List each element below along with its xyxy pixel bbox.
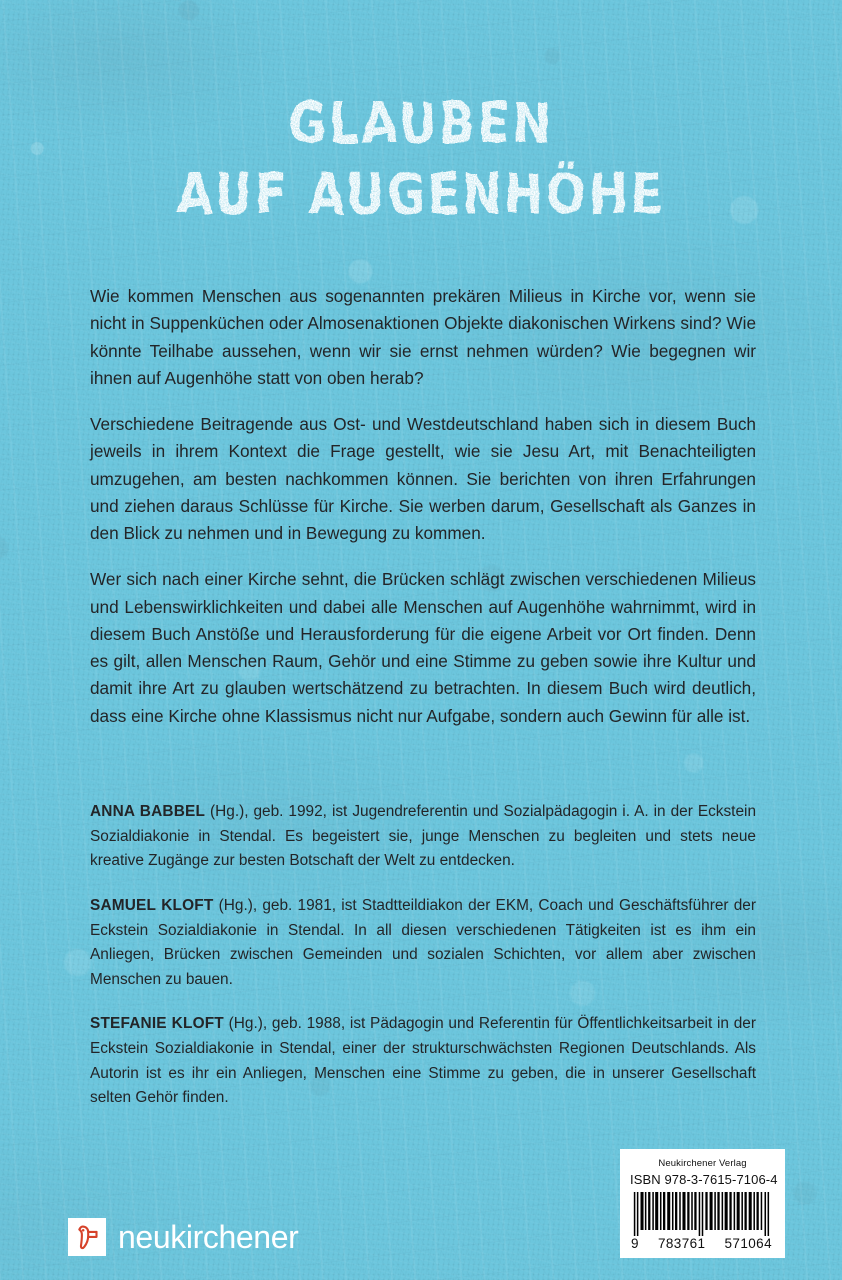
author-bio-text: (Hg.), geb. 1981, ist Stadtteildiakon der EKM, Coach und Geschäftsführer der Eckstein Sozialdiakonie in Stendal. In all diesen verschiedenen Tätigkeiten ist es ihm ein Anliegen, Brücken zwischen Gemeinden und sozialen Schichten, vor allem aber zwischen Menschen zu bauen. xyxy=(90,896,756,988)
isbn-barcode-block xyxy=(620,1149,785,1258)
ean13-barcode xyxy=(630,1192,775,1236)
dove-logo-icon xyxy=(68,1218,106,1256)
publisher-logo xyxy=(68,1218,298,1256)
publisher-wordmark: neukirchener xyxy=(118,1219,299,1255)
author-bio xyxy=(90,894,756,993)
author-bio-text: (Hg.), geb. 1992, ist Jugendreferentin und Sozialpädagogin i. A. in der Eckstein Sozialdiakonie in Stendal. Es begeistert sie, junge Menschen zu begleiten und stets neue kreative Zugänge zur besten Botschaft der Welt zu entdecken. xyxy=(90,803,757,870)
author-name: STEFANIE KLOFT xyxy=(90,1015,224,1033)
author-bio-text: (Hg.), geb. 1988, ist Pädagogin und Referentin für Öffentlichkeitsarbeit in der Eckstein Sozialdiakonie in Stendal, einer der strukturschwächsten Regionen Deutschlands. Als Autorin ist es ihr ein Anliegen, Menschen eine Stimme zu geben, die in unserer Gesellschaft selten Gehör finden. xyxy=(90,1015,756,1107)
isbn-publisher-name: Neukirchener Verlag xyxy=(658,1158,747,1170)
barcode-digit-prefix: 9 xyxy=(631,1235,639,1251)
blurb-text xyxy=(90,283,756,730)
barcode-digits-right-group: 571064 xyxy=(724,1235,772,1251)
author-bio xyxy=(90,800,756,874)
title-line-1: GLAUBEN xyxy=(287,89,555,156)
barcode-wrapper xyxy=(630,1192,775,1251)
barcode-digits-left-group: 783761 xyxy=(657,1235,706,1251)
author-name: SAMUEL KLOFT xyxy=(90,896,214,914)
author-bio xyxy=(90,1012,756,1111)
book-title xyxy=(0,89,842,227)
blurb-paragraph: Wer sich nach einer Kirche sehnt, die Brücken schlägt zwischen verschiedenen Milieus und Lebenswirklichkeiten und dabei alle Menschen auf Augenhöhe wahrnimmt, wird in diesem Buch Anstöße und Herausforderung für die eigene Arbeit vor Ort finden. Denn es gilt, allen Menschen Raum, Gehör und eine Stimme zu geben sowie ihre Kultur und damit ihre Art zu glauben wertschätzend zu betrachten. In diesem Buch wird deutlich, dass eine Kirche ohne Klassismus nicht nur Aufgabe, sondern auch Gewinn für alle ist. xyxy=(90,569,756,726)
author-bios xyxy=(90,800,756,1111)
barcode-digits xyxy=(630,1237,775,1251)
isbn-number: ISBN 978-3-7615-7106-4 xyxy=(630,1171,778,1187)
title-line-2: AUF AUGENHÖHE xyxy=(176,160,666,227)
author-name: ANNA BABBEL xyxy=(90,803,206,820)
blurb-paragraph: Wie kommen Menschen aus sogenannten prekären Milieus in Kirche vor, wenn sie nicht in Suppenküchen oder Almosenaktionen Objekte diakonischen Wirkens sind? Wie könnte Teilhabe aussehen, wenn wir sie ernst nehmen würden? Wie begegnen wir ihnen auf Augenhöhe statt von oben herab? xyxy=(90,286,756,388)
blurb-paragraph: Verschiedene Beitragende aus Ost- und Westdeutschland haben sich in diesem Buch jeweils in ihrem Kontext die Frage gestellt, wie sie Jesu Art, mit Benachteiligten umzugehen, am besten nachkommen können. Sie berichten von ihren Erfahrungen und ziehen daraus Schlüsse für Kirche. Sie werben darum, Gesellschaft als Ganzes in den Blick zu nehmen und in Bewegung zu kommen. xyxy=(90,414,756,544)
